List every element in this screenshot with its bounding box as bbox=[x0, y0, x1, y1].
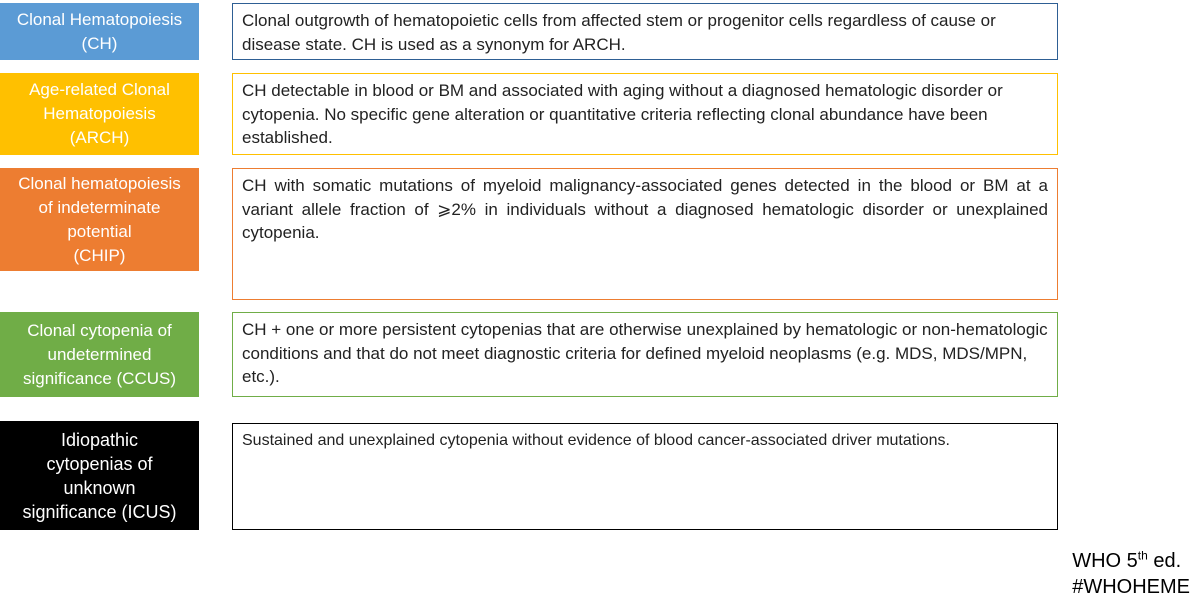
definition-chip: CH with somatic mutations of myeloid malignancy-associated genes detected in the blood or BM at a variant allele fraction of ⩾2% in individuals without a diagnosed hematologic disorder or unexplained cytopenia. bbox=[232, 168, 1058, 300]
term-chip bbox=[0, 168, 199, 271]
term-ch bbox=[0, 3, 199, 60]
term-line: Clonal cytopenia of bbox=[27, 320, 172, 340]
term-arch bbox=[0, 73, 199, 155]
term-line: Clonal Hematopoiesis bbox=[16, 9, 183, 29]
footer-source bbox=[1072, 548, 1190, 600]
term-line: Clonal hematopoiesis bbox=[18, 173, 181, 193]
term-line: (CH) bbox=[81, 33, 118, 53]
term-ccus bbox=[0, 312, 199, 397]
term-line: significance (CCUS) bbox=[22, 368, 177, 388]
term-line: undetermined bbox=[47, 344, 152, 364]
term-line: Hematopoiesis bbox=[43, 104, 156, 123]
term-line: cytopenias of bbox=[46, 453, 153, 474]
edition-label: WHO 5th ed. bbox=[1072, 548, 1182, 572]
edition-superscript: th bbox=[1137, 548, 1148, 563]
definition-ch: Clonal outgrowth of hematopoietic cells from affected stem or progenitor cells regardless of cause or disease state. CH is used as a synonym for ARCH. bbox=[232, 3, 1058, 60]
term-line: (ARCH) bbox=[69, 128, 130, 147]
hashtag: #WHOHEME bbox=[1072, 576, 1190, 598]
definition-icus: Sustained and unexplained cytopenia without evidence of blood cancer-associated driver mutations. bbox=[232, 423, 1058, 530]
term-line: Age-related Clonal bbox=[29, 80, 170, 99]
term-line: (CHIP) bbox=[73, 245, 126, 265]
term-line: unknown bbox=[63, 477, 136, 498]
term-line: of indeterminate bbox=[38, 197, 161, 217]
term-line: Idiopathic bbox=[60, 429, 139, 450]
term-line: potential bbox=[67, 221, 132, 241]
term-icus bbox=[0, 421, 199, 530]
term-line: significance (ICUS) bbox=[22, 501, 177, 522]
definition-arch: CH detectable in blood or BM and associated with aging without a diagnosed hematologic disorder or cytopenia. No specific gene alteration or quantitative criteria reflecting clonal abundance have been established. bbox=[232, 73, 1058, 155]
definition-ccus: CH + one or more persistent cytopenias that are otherwise unexplained by hematologic or non-hematologic conditions and that do not meet diagnostic criteria for defined myeloid neoplasms (e.g. MDS, MDS/MPN, etc.). bbox=[232, 312, 1058, 397]
